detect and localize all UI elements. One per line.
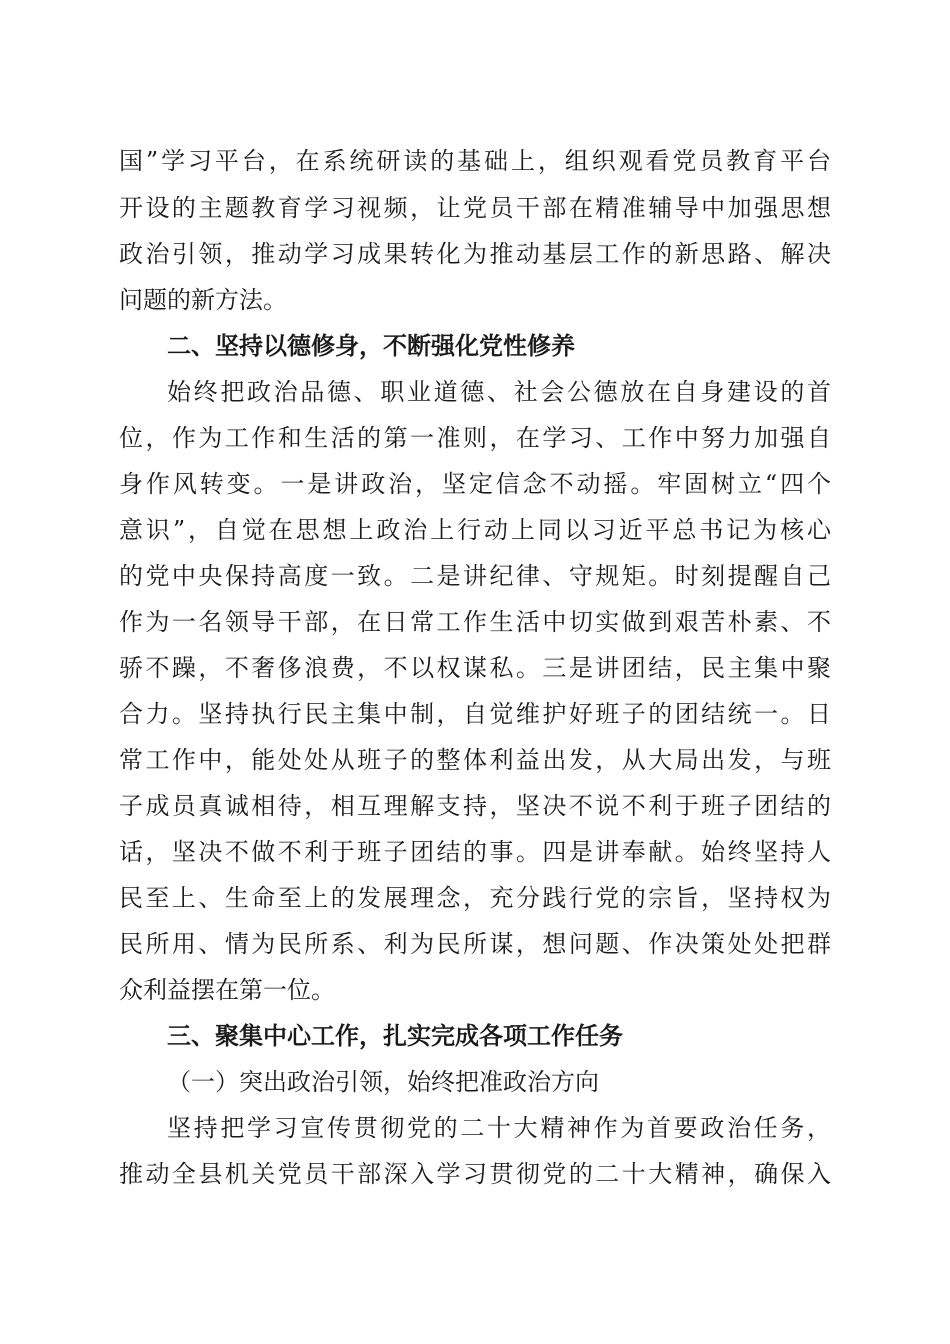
paragraph-line: 子成员真诚相待，相互理解支持，坚决不说不利于班子团结的 <box>119 792 831 820</box>
paragraph-line: 问题的新方法。 <box>119 286 287 314</box>
paragraph-line: 骄不躁，不奢侈浪费，不以权谋私。三是讲团结，民主集中聚 <box>119 654 831 682</box>
paragraph-line: 的党中央保持高度一致。二是讲纪律、守规矩。时刻提醒自己 <box>119 562 831 590</box>
paragraph-line: 推动全县机关党员干部深入学习贯彻党的二十大精神，确保入 <box>119 1160 831 1188</box>
paragraph-line: 始终把政治品德、职业道德、社会公德放在自身建设的首 <box>167 378 831 406</box>
paragraph-line: 政治引领，推动学习成果转化为推动基层工作的新思路、解决 <box>119 240 831 268</box>
paragraph-line: 意识”，自觉在思想上政治上行动上同以习近平总书记为核心 <box>119 516 831 544</box>
section-heading-3: 三、聚集中心工作，扎实完成各项工作任务 <box>167 1022 623 1050</box>
paragraph-line: 开设的主题教育学习视频，让党员干部在精准辅导中加强思想 <box>119 194 831 222</box>
section-heading-2: 二、坚持以德修身，不断强化党性修养 <box>167 332 575 360</box>
paragraph-line: 作为一名领导干部，在日常工作生活中切实做到艰苦朴素、不 <box>119 608 831 636</box>
paragraph-line: 合力。坚持执行民主集中制，自觉维护好班子的团结统一。日 <box>119 700 831 728</box>
paragraph-line: 民至上、生命至上的发展理念，充分践行党的宗旨，坚持权为 <box>119 884 831 912</box>
paragraph-line: 众利益摆在第一位。 <box>119 976 335 1004</box>
paragraph-line: 民所用、情为民所系、利为民所谋，想问题、作决策处处把群 <box>119 930 831 958</box>
paragraph-line: 话，坚决不做不利于班子团结的事。四是讲奉献。始终坚持人 <box>119 838 831 866</box>
paragraph-line: 身作风转变。一是讲政治，坚定信念不动摇。牢固树立“四个 <box>119 470 831 498</box>
paragraph-line: 常工作中，能处处从班子的整体利益出发，从大局出发，与班 <box>119 746 831 774</box>
paragraph-line: 位，作为工作和生活的第一准则，在学习、工作中努力加强自 <box>119 424 831 452</box>
paragraph-line: 坚持把学习宣传贯彻党的二十大精神作为首要政治任务， <box>167 1114 831 1142</box>
paragraph-line: 国”学习平台，在系统研读的基础上，组织观看党员教育平台 <box>119 147 831 175</box>
subsection-heading-1: （一）突出政治引领，始终把准政治方向 <box>167 1068 599 1096</box>
